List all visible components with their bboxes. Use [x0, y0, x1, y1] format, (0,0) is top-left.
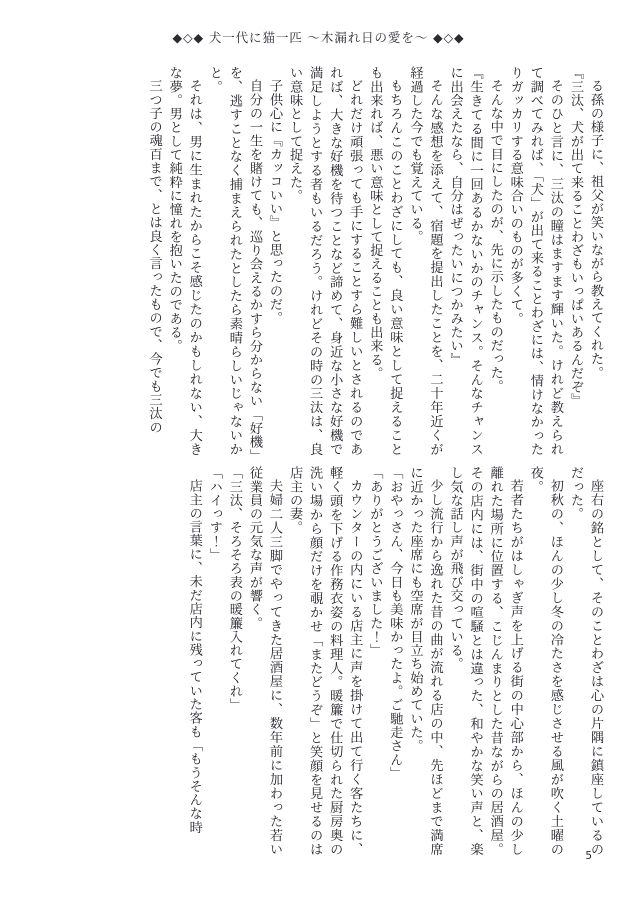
body-text-top-block [93, 66, 605, 456]
top-block-paragraph: どれだけ頑張っても手にすることすら難しいとされるのであれば、大きな好機を待つことなど諦めて、身近な小さな好機で満足しようとする者もいるだろう。けれどその時の三汰は、良い意味として捉えた。 [287, 66, 363, 456]
bottom-block-paragraph: 「ハイっす！」 [206, 466, 222, 562]
top-block-paragraph: 子供心に『カッコいい』と思ったのだ。 [267, 79, 282, 325]
body-text-bottom-block [93, 466, 605, 856]
top-block-paragraph: そんな中で目にしたのが、先に示したものだった。 [487, 79, 503, 394]
bottom-block-paragraph: 「おやっさん、今日も美味かったよ。ご馳走さん」 [387, 466, 403, 780]
running-header: ◆◇◆ 犬一代に猫一匹 〜木漏れ日の愛を〜 ◆◇◆ [172, 30, 465, 45]
top-block-paragraph: もちろんこのことわざにしても、良い意味として捉えることも出来れば、悪い意味として捉えることも出来る。 [367, 66, 403, 456]
top-block-paragraph: 『生きてる間に一回あるかないかのチャンス。そんなチャンスに出会えたなら、自分はぜったいにつかみたい』 [447, 66, 483, 456]
bottom-block-paragraph: 店主の言葉に、未だ店内に残っていた客も「もうそんな時 [186, 479, 202, 835]
bottom-block-paragraph: 「三汰、そろそろ表の暖簾入れてくれ」 [226, 466, 242, 712]
bottom-block-paragraph: 少し流行から逸れた昔の曲が流れる店の中、先ほどまで満席に近かった座席にも空席が目立ち始めていた。 [407, 466, 443, 856]
page-number: 5 [585, 850, 592, 862]
top-block-paragraph: る孫の様子に、祖父が笑いながら教えてくれた。 [588, 79, 603, 380]
top-block-paragraph: それは、男に生まれたからこそ感じたのかもしれない、大きな夢。男として純粋に憧れを抱いたのである。 [166, 66, 202, 456]
bottom-block-paragraph: カウンターの内にいる店主に声を掛けて出て行く客たちに、軽く頭を下げる作務衣姿の料理人。暖簾で仕切られた厨房奥の洗い場から顔だけを覗かせ「またどうぞ」と笑顔を見せるのは店主の妻。 [287, 466, 363, 856]
top-block-paragraph: 『三汰、犬が出て来ることわざもいっぱいあるんだぞ』 [567, 66, 583, 408]
top-block-paragraph: そんな感想を添えて、宿題を提出したことを、二十年近くが経過した今でも覚えている。 [407, 66, 443, 456]
top-block-paragraph: 自分の一生を賭けても、巡り会えるかすら分からない「好機」を、逃すことなく捕まえられたとしたら素晴らしいじゃないかと。 [206, 66, 262, 456]
bottom-block-paragraph: 「ありがとうございました！」 [367, 466, 383, 658]
bottom-block-paragraph: 座右の銘として、そのことわざは心の片隅に鎮座しているのだった。 [567, 466, 603, 856]
bottom-block-paragraph: 夫婦二人三脚でやってきた居酒屋に、数年前に加わった若い従業員の元気な声が響く。 [246, 466, 282, 856]
bottom-block-paragraph: 若者たちがはしゃぎ声を上げる街の中心部から、ほんの少し離れた場所に位置する、こじんまりとした昔ながらの居酒屋。その店内には、街中の喧騒とは違った、和やかな笑い声と、楽し気な話し声が飛び交っている。 [447, 466, 523, 856]
top-block-paragraph: そのひと言に、三汰の瞳はますます輝いた。けれど教えられて調べてみれば、「犬」が出て来ることわざには、情けなかったりガッカリする意味合いのものが多くて。 [507, 66, 563, 456]
bottom-block-paragraph: 初秋の、ほんの少し冬の冷たさを感じさせる風が吹く土曜の夜。 [527, 466, 563, 856]
top-block-paragraph: 三つ子の魂百まで、とは良く言ったもので、今でも三汰の [146, 79, 162, 435]
